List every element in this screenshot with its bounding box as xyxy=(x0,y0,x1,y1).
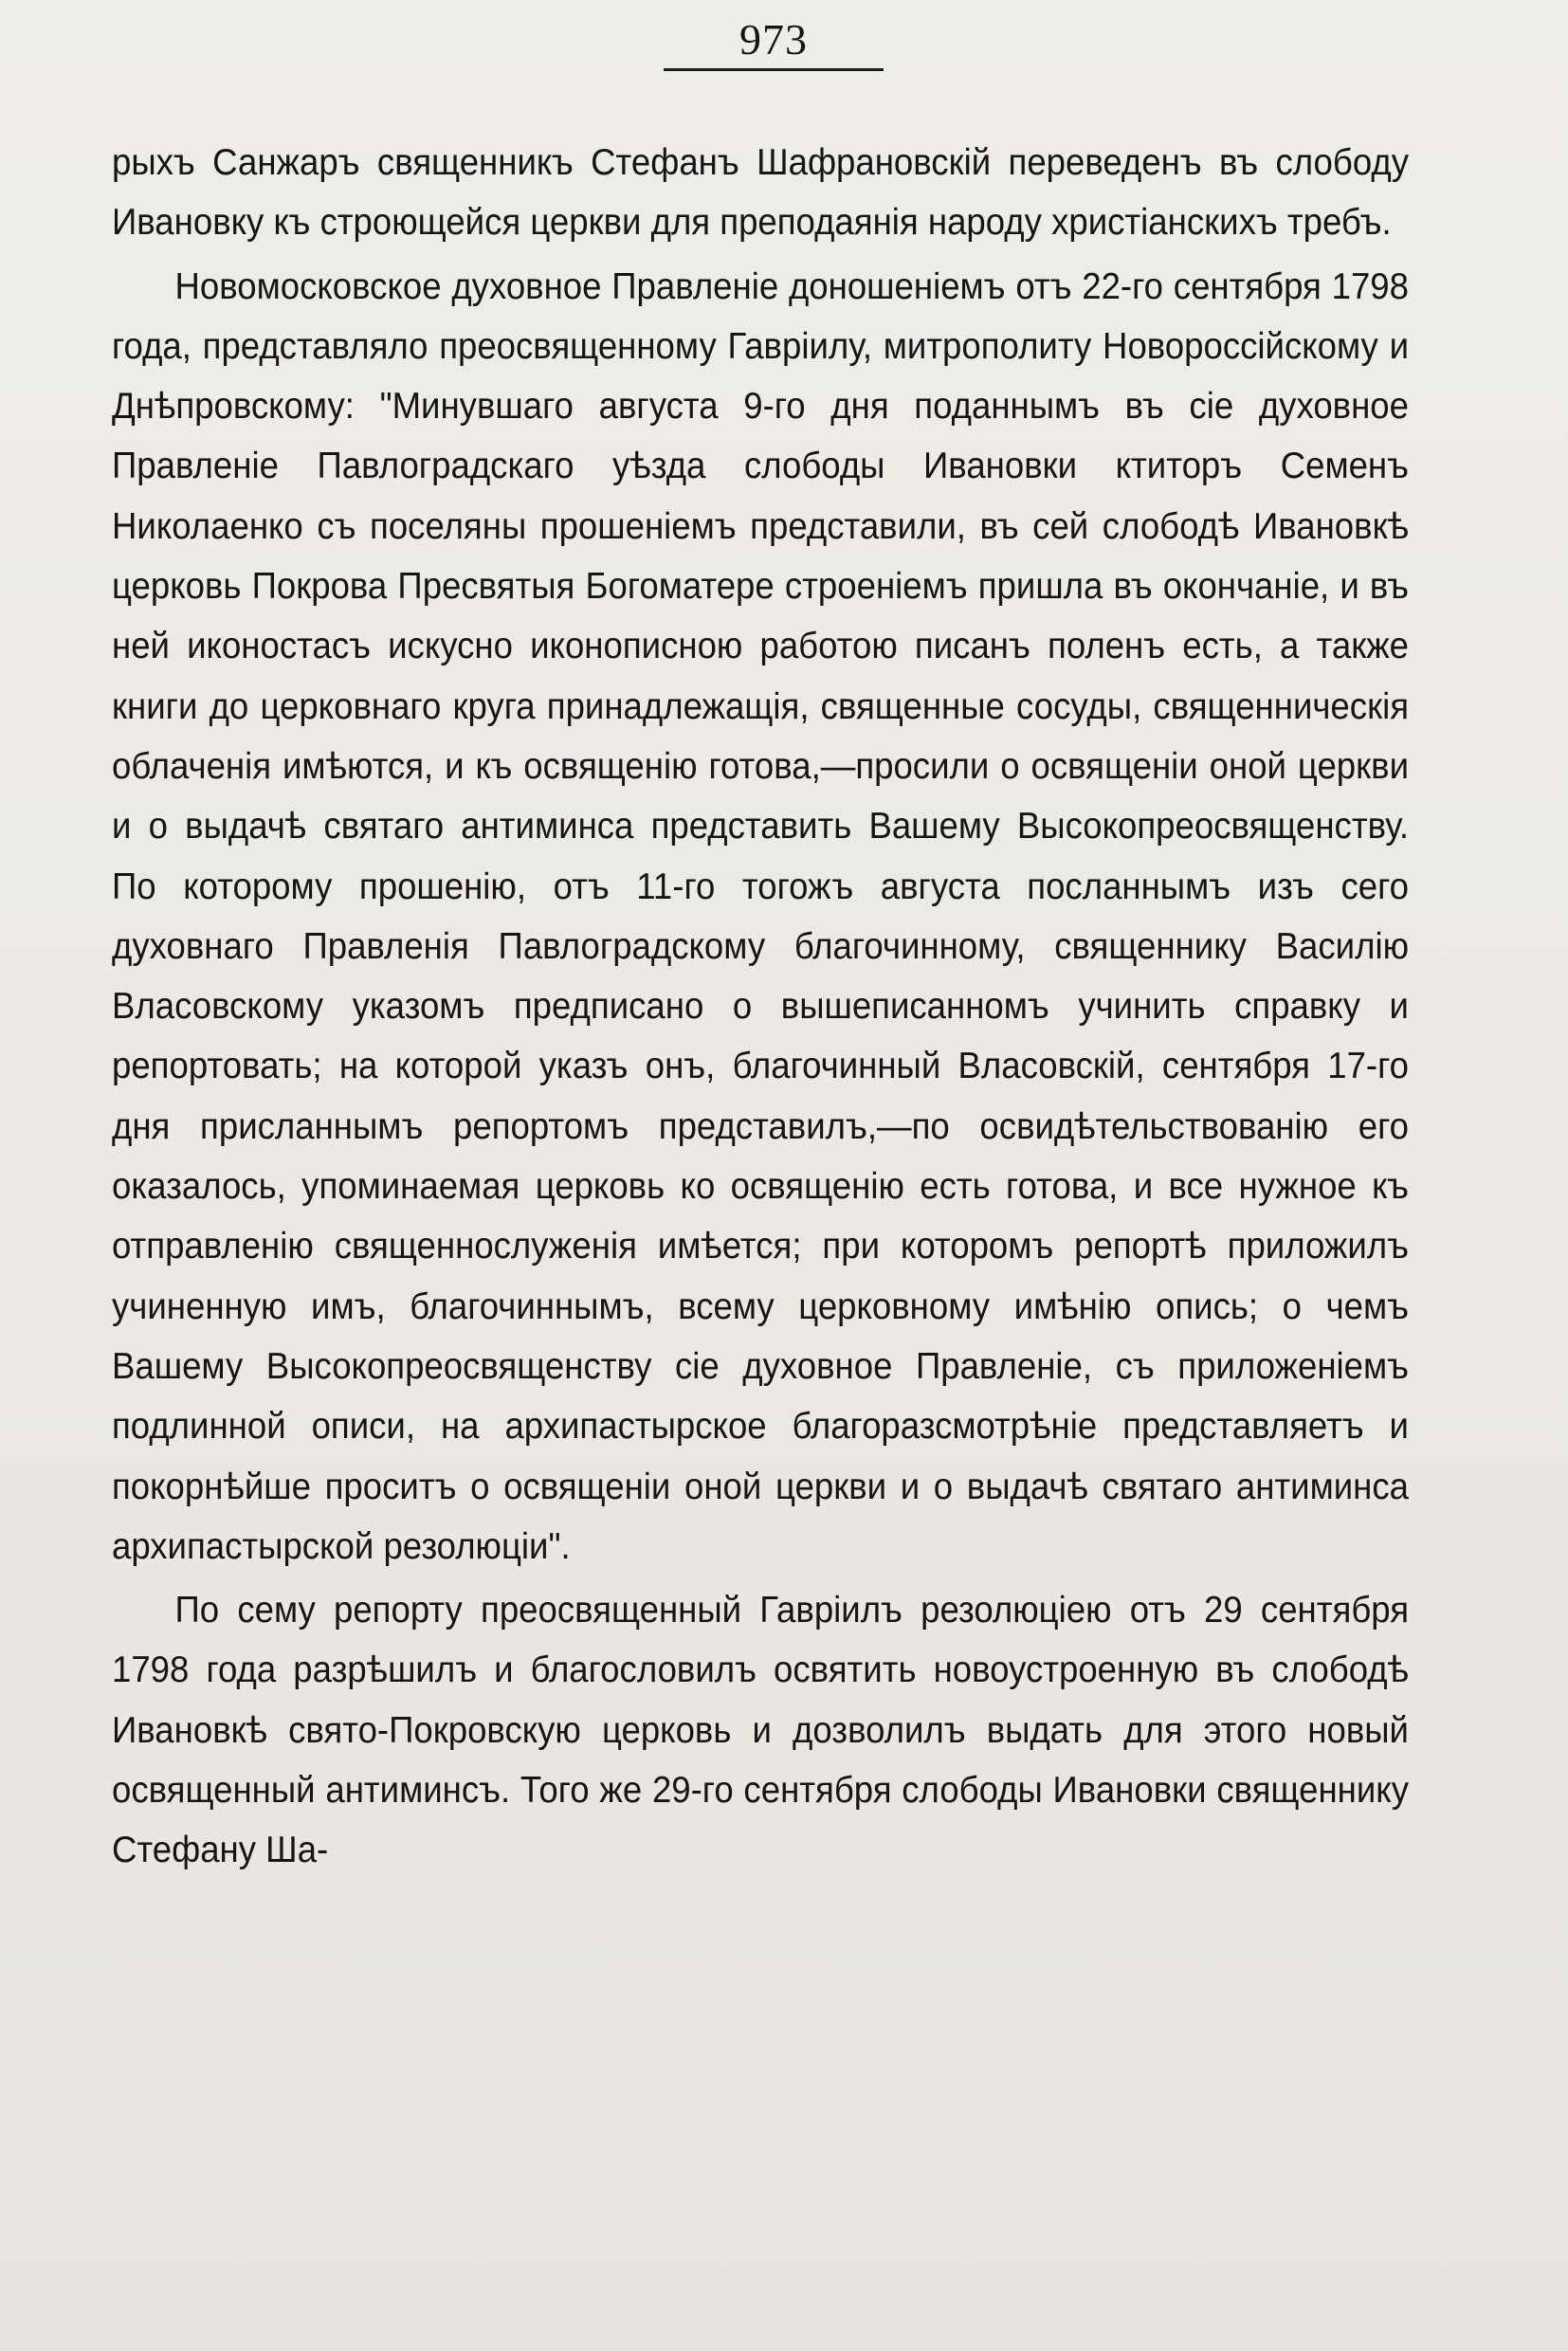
page-number: 973 xyxy=(739,15,808,64)
page-number-rule xyxy=(664,68,884,71)
body-text xyxy=(112,133,1409,1881)
paragraph-resolution: По сему репорту преосвященный Гавріилъ резолюціею отъ 29 сентября 1798 года разрѣшилъ и благословилъ освятить новоустроенную въ слободѣ Ивановкѣ свято-Покровскую церковь и дозволилъ выдать для этого новый освященный антиминсъ. Того же 29-го сентября слободы Ивановки священнику Стефану Ша- xyxy=(112,1590,1409,1871)
paragraph-report: Новомосковское духовное Правленіе доношеніемъ отъ 22-го сентября 1798 года, представляло преосвященному Гавріилу, митрополиту Новороссійскому и Днѣпровскому: "Минувшаго августа 9-го дня поданнымъ въ сіе духовное Правленіе Павлоградскаго уѣзда слободы Ивановки ктиторъ Семенъ Николаенко съ поселяны прошеніемъ представили, въ сей слободѣ Ивановкѣ церковь Покрова Пресвятыя Богоматере строеніемъ пришла въ окончаніе, и въ ней иконостасъ искусно иконописною работою писанъ поленъ есть, а также книги до церковнаго круга принадлежащія, священные сосуды, священническія облаченія имѣются, и къ освященію готова,—просили о освященіи оной церкви и о выдачѣ святаго антиминса представить Вашему Высокопреосвященству. По которому прошенію, отъ 11-го тогожъ августа посланнымъ изъ сего духовнаго Правленія Павлоградскому благочинному, священнику Василію Власовскому указомъ предписано о вышеписанномъ учинить справку и репортовать; на которой указъ онъ, благочинный Власовскій, сентября 17-го дня присланнымъ репортомъ представилъ,—по освидѣтельствованію его оказалось, упоминаемая церковь ко освященію есть готова, и все нужное къ отправленію священнослуженія имѣется; при которомъ репортѣ приложилъ учиненную имъ, благочиннымъ, всему церковному имѣнію опись; о чемъ Вашему Высокопреосвященству сіе духовное Правленіе, съ приложеніемъ подлинной описи, на архипастырское благоразсмотрѣніе представляетъ и покорнѣйше проситъ о освященіи оной церкви и о выдачѣ святаго антиминса архипастырской резолюціи". xyxy=(112,265,1409,1567)
paragraph-continuation: рыхъ Санжаръ священникъ Стефанъ Шафрановскій переведенъ въ слободу Ивановку къ строющейся церкви для преподаянія народу христіанскихъ требъ. xyxy=(112,142,1409,244)
